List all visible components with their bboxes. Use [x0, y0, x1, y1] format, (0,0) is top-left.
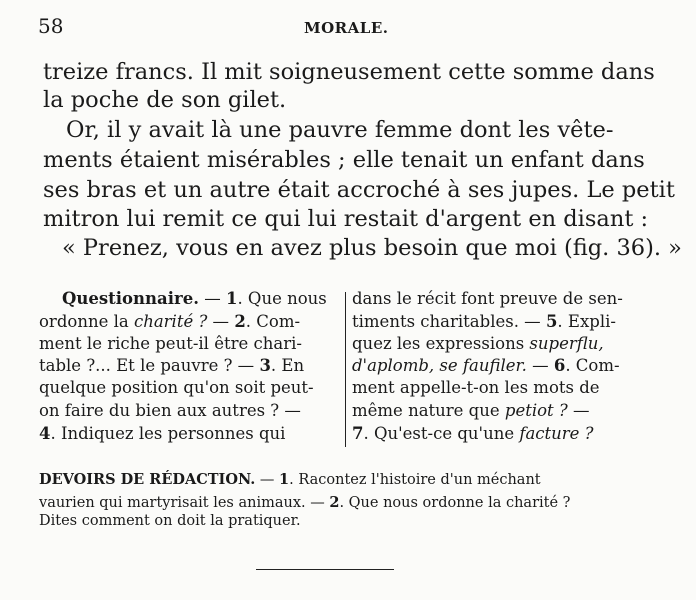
running-title: MORALE. [304, 19, 389, 37]
text-run: — [198, 289, 226, 308]
devoirs-line [39, 471, 541, 488]
questionnaire-left-line [39, 334, 302, 353]
text-run: . Expli- [557, 312, 616, 331]
text-run: Dites comment on doit la pratiquer. [39, 513, 301, 529]
body-line: « Prenez, vous en avez plus besoin que moi (fig. 36). » [62, 235, 682, 261]
text-run: dans le récit font preuve de sen- [352, 289, 623, 308]
body-line: Or, il y avait là une pauvre femme dont les vête- [66, 117, 614, 143]
questionnaire-right-line [352, 356, 620, 375]
text-run: on faire du bien aux autres ? — [39, 401, 301, 420]
text-run: — [207, 312, 235, 331]
text-run: timents charitables. — [352, 312, 546, 331]
text-run: . Indiquez les personnes qui [50, 424, 286, 443]
text-run: quez les expressions [352, 334, 530, 353]
questionnaire-left-line [39, 424, 285, 443]
text-run: quelque position qu'on soit peut- [39, 378, 314, 397]
bold-text: 1 [279, 471, 290, 488]
bold-text: 4 [39, 424, 51, 443]
text-run: vaurien qui martyrisait les animaux. — [39, 495, 330, 511]
questionnaire-right-line [352, 312, 616, 331]
questionnaire-right-line [352, 289, 623, 308]
text-run: — [526, 356, 554, 375]
text-run: . En [270, 356, 305, 375]
text-run: ment appelle-t-on les mots de [352, 378, 600, 397]
questionnaire-right-line [352, 401, 590, 420]
bold-text: Questionnaire. [62, 289, 199, 308]
italic-text: facture ? [519, 424, 594, 443]
text-run: ordonne la [39, 312, 134, 331]
questionnaire-right-line [352, 378, 600, 397]
text-run: même nature que [352, 401, 505, 420]
questionnaire-left-line [39, 356, 304, 375]
questionnaire-left-line [39, 312, 300, 331]
text-run: . Qu'est-ce qu'une [363, 424, 520, 443]
page-number: 58 [38, 14, 64, 38]
bold-text: 2 [329, 494, 340, 511]
italic-text: d'aplomb, se faufiler. [352, 356, 527, 375]
italic-text: petiot ? [504, 401, 568, 420]
questionnaire-right-line [352, 334, 604, 353]
bold-text: 2 [234, 312, 246, 331]
bold-text: 5 [545, 312, 558, 331]
questionnaire-left-line [39, 378, 314, 397]
italic-text: charité ? [133, 312, 208, 331]
text-run: . Que nous ordonne la charité ? [339, 495, 571, 511]
questionnaire-left-line [39, 401, 301, 420]
text-run: . Que nous [237, 289, 327, 308]
text-run: . Com- [245, 312, 301, 331]
body-line: ments étaient misérables ; elle tenait un enfant dans [43, 147, 645, 173]
body-line: treize francs. Il mit soigneusement cette somme dans [43, 59, 655, 85]
devoirs-line [39, 494, 570, 511]
bold-text: 1 [225, 289, 238, 308]
bottom-rule [256, 569, 394, 570]
bold-text: 6 [553, 356, 566, 375]
questionnaire-right-line [352, 424, 594, 443]
body-line: ses bras et un autre était accroché à ses jupes. Le petit [43, 177, 675, 203]
devoirs-line [39, 513, 301, 529]
bold-text: DEVOIRS DE RÉDACTION. [39, 471, 256, 488]
bold-text: 3 [259, 356, 271, 375]
column-divider [345, 292, 346, 447]
text-run: — [567, 401, 590, 420]
text-run: . Com- [565, 356, 620, 375]
bold-text: 7 [352, 424, 364, 443]
text-run: . Racontez l'histoire d'un méchant [289, 472, 541, 488]
text-run: — [255, 472, 280, 488]
text-run: table ?... Et le pauvre ? — [39, 356, 260, 375]
questionnaire-left-line [62, 289, 327, 308]
body-line: mitron lui remit ce qui lui restait d'argent en disant : [43, 206, 649, 232]
body-line: la poche de son gilet. [43, 87, 287, 113]
italic-text: superflu, [529, 334, 604, 353]
text-run: ment le riche peut-il être chari- [39, 334, 302, 353]
